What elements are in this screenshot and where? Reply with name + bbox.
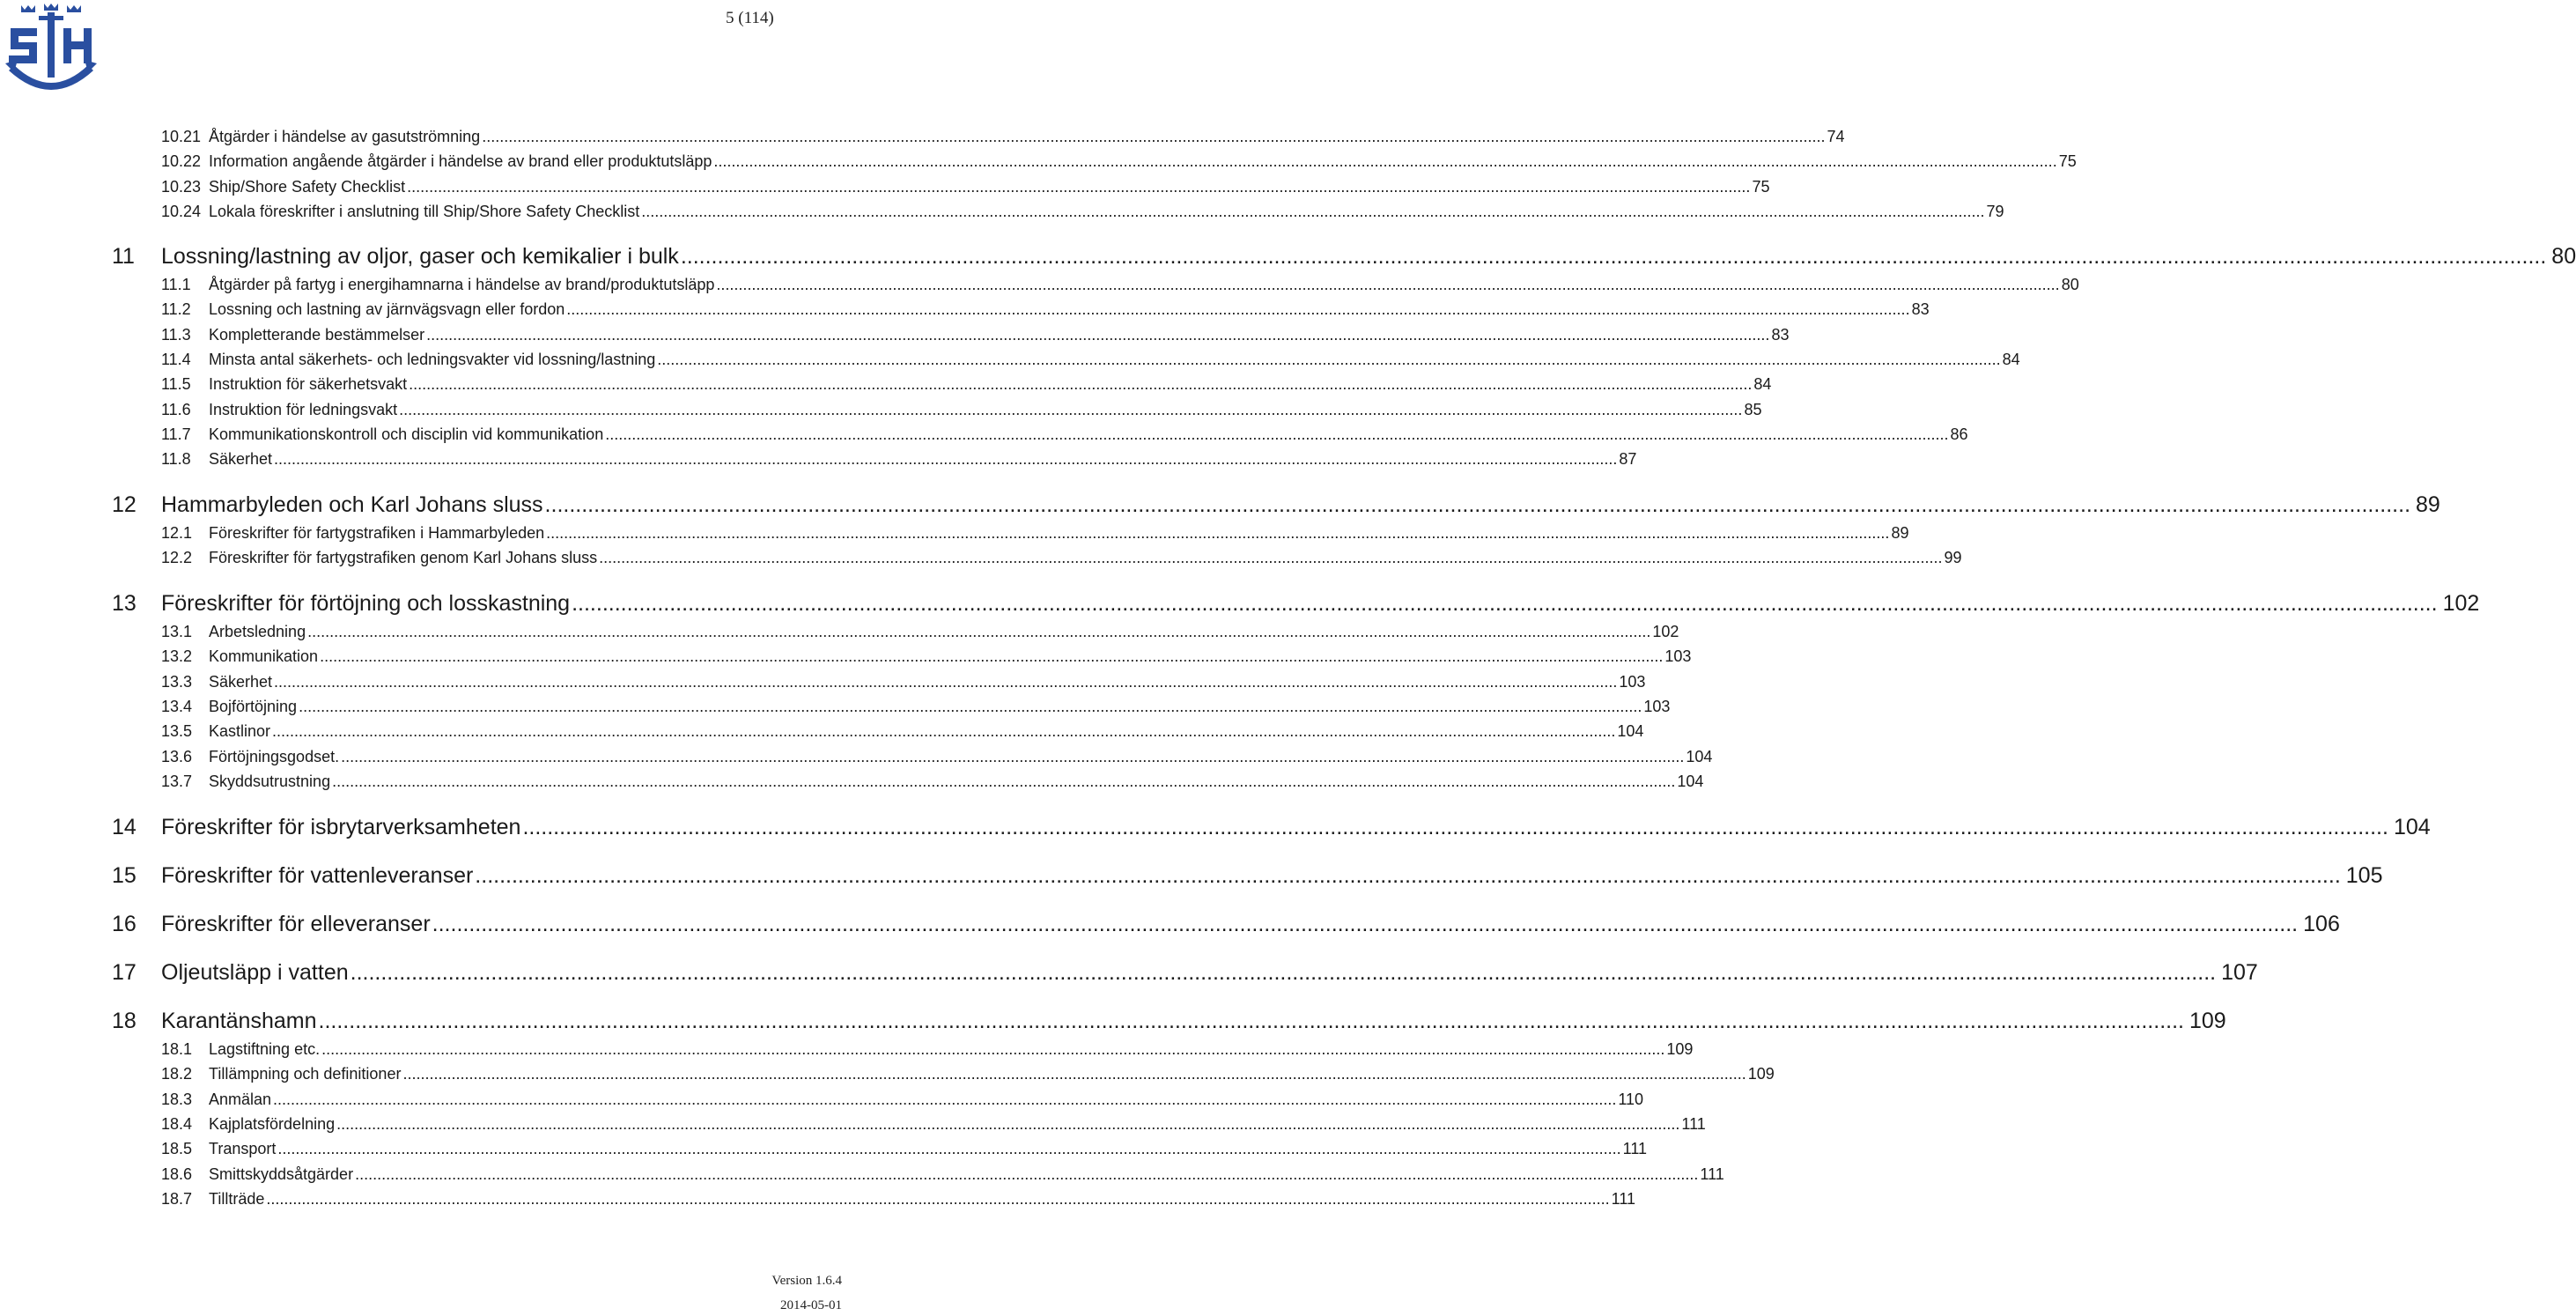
toc-title: Säkerhet	[209, 673, 273, 691]
toc-page: 74	[1827, 128, 1845, 145]
toc-number: 11.6	[161, 401, 191, 418]
toc-entry[interactable]	[161, 203, 2004, 224]
toc-title: Föreskrifter för elleveranser	[161, 912, 431, 936]
toc-number: 13.4	[161, 698, 193, 715]
toc-number: 18.3	[161, 1091, 193, 1108]
toc-leader: .................................................................................................................................................................................................................................................................................................................	[641, 203, 1985, 220]
toc-entry[interactable]	[161, 698, 1671, 719]
toc-number: 15	[112, 863, 137, 888]
toc-leader: .................................................................................................................................................................................................................................................................................................................	[273, 1091, 1617, 1108]
toc-page: 105	[2345, 863, 2383, 888]
toc-number: 11.3	[161, 326, 191, 344]
toc-leader: .................................................................................................................................................................................................................................................................................................................	[320, 647, 1664, 665]
toc-entry[interactable]	[161, 326, 1790, 347]
toc-number: 16	[112, 912, 137, 936]
toc-entry[interactable]	[161, 401, 1762, 422]
toc-entry[interactable]	[161, 276, 2079, 297]
toc-entry[interactable]	[161, 748, 1713, 769]
toc-page: 110	[1618, 1091, 1644, 1108]
toc-number: 13.3	[161, 673, 193, 691]
toc-title: Kastlinor	[209, 722, 271, 740]
toc-page: 111	[1622, 1140, 1648, 1157]
toc-entry[interactable]	[161, 722, 1644, 743]
toc-entry[interactable]	[161, 623, 1679, 644]
toc-number: 11.1	[161, 276, 191, 293]
toc-entry[interactable]	[161, 1040, 1694, 1061]
toc-entry[interactable]	[161, 1165, 1724, 1187]
toc-leader: .................................................................................................................................................................................................................................................................................................................	[407, 178, 1751, 196]
toc-entry[interactable]	[161, 673, 1646, 694]
toc-title: Åtgärder i händelse av gasutströmning	[209, 128, 481, 145]
toc-page: 109	[1747, 1065, 1775, 1083]
toc-title: Kompletterande bestämmelser	[209, 326, 425, 344]
toc-leader: .................................................................................................................................................................................................................................................................................................................	[680, 244, 2547, 269]
toc-page: 109	[1666, 1040, 1694, 1058]
toc-page: 87	[1619, 450, 1637, 468]
toc-page: 102	[2442, 591, 2480, 616]
toc-number: 18.1	[161, 1040, 193, 1058]
toc-number: 18.6	[161, 1165, 193, 1183]
toc-page: 103	[1643, 698, 1671, 715]
toc-page: 109	[2189, 1009, 2226, 1033]
toc-title: Åtgärder på fartyg i energihamnarna i händelse av brand/produktutsläpp	[209, 276, 715, 293]
toc-number: 18.7	[161, 1190, 193, 1208]
toc-title: Föreskrifter för vattenleveranser	[161, 863, 474, 888]
toc-page: 104	[2393, 815, 2431, 839]
toc-leader: .................................................................................................................................................................................................................................................................................................................	[321, 1040, 1665, 1058]
toc-number: 13.7	[161, 773, 193, 790]
toc-page: 85	[1744, 401, 1762, 418]
toc-leader: .................................................................................................................................................................................................................................................................................................................	[716, 276, 2060, 293]
toc-page: 75	[1752, 178, 1770, 196]
toc-title: Lossning och lastning av järnvägsvagn eller fordon	[209, 300, 565, 318]
toc-page: 80	[2061, 276, 2079, 293]
toc-number: 11.4	[161, 351, 191, 368]
toc-entry[interactable]	[161, 1115, 1706, 1136]
toc-title: Säkerhet	[209, 450, 273, 468]
toc-leader: .................................................................................................................................................................................................................................................................................................................	[266, 1190, 1610, 1208]
toc-number: 13.5	[161, 722, 193, 740]
toc-entry[interactable]	[161, 1091, 1644, 1112]
toc-page: 75	[2058, 152, 2077, 170]
toc-title: Hammarbyleden och Karl Johans sluss	[161, 492, 543, 517]
toc-page: 80	[2551, 244, 2576, 269]
toc-leader: .................................................................................................................................................................................................................................................................................................................	[274, 673, 1618, 691]
toc-chapter[interactable]	[112, 912, 2340, 942]
toc-leader: .................................................................................................................................................................................................................................................................................................................	[482, 128, 1826, 145]
toc-number: 12.1	[161, 524, 193, 542]
toc-number: 18.2	[161, 1065, 193, 1083]
document-version: Version 1.6.4	[771, 1274, 842, 1288]
toc-page: 79	[1986, 203, 2004, 220]
toc-number: 10.22	[161, 152, 202, 170]
toc-number: 11.5	[161, 375, 191, 393]
toc-leader: .................................................................................................................................................................................................................................................................................................................	[475, 863, 2341, 888]
toc-leader: .................................................................................................................................................................................................................................................................................................................	[522, 815, 2388, 839]
toc-leader: .................................................................................................................................................................................................................................................................................................................	[274, 450, 1618, 468]
toc-number: 14	[112, 815, 137, 839]
toc-page: 103	[1664, 647, 1692, 665]
toc-leader: .................................................................................................................................................................................................................................................................................................................	[336, 1115, 1680, 1133]
page-number: 5 (114)	[726, 9, 774, 27]
toc-leader: .................................................................................................................................................................................................................................................................................................................	[426, 326, 1770, 344]
toc-entry[interactable]	[161, 1065, 1775, 1086]
toc-entry[interactable]	[161, 773, 1704, 794]
toc-leader: .................................................................................................................................................................................................................................................................................................................	[277, 1140, 1621, 1157]
toc-leader: .................................................................................................................................................................................................................................................................................................................	[409, 375, 1753, 393]
toc-leader: .................................................................................................................................................................................................................................................................................................................	[299, 698, 1642, 715]
toc-title: Minsta antal säkerhets- och ledningsvakter vid lossning/lastning	[209, 351, 656, 368]
toc-entry[interactable]	[161, 450, 1637, 471]
toc-page: 83	[1911, 300, 1930, 318]
toc-page: 89	[1891, 524, 1909, 542]
toc-entry[interactable]	[161, 549, 1962, 570]
toc-number: 11.7	[161, 425, 191, 443]
toc-title: Karantänshamn	[161, 1009, 317, 1033]
toc-leader: .................................................................................................................................................................................................................................................................................................................	[350, 960, 2217, 985]
toc-page: 104	[1677, 773, 1704, 790]
toc-title: Kommunikation	[209, 647, 319, 665]
toc-page: 104	[1617, 722, 1644, 740]
toc-number: 18	[112, 1009, 137, 1033]
toc-number: 11.2	[161, 300, 191, 318]
toc-entry[interactable]	[161, 351, 2020, 372]
toc-entry[interactable]	[161, 152, 2077, 174]
toc-title: Förtöjningsgodset.	[209, 748, 340, 765]
toc-leader: .................................................................................................................................................................................................................................................................................................................	[546, 524, 1890, 542]
toc-entry[interactable]	[161, 1190, 1636, 1211]
toc-title: Anmälan	[209, 1091, 272, 1108]
toc-number: 10.23	[161, 178, 202, 196]
toc-chapter[interactable]	[112, 863, 2383, 893]
toc-title: Smittskyddsåtgärder	[209, 1165, 354, 1183]
toc-title: Kommunikationskontroll och disciplin vid kommunikation	[209, 425, 604, 443]
toc-entry[interactable]	[161, 1140, 1648, 1161]
toc-page: 99	[1944, 549, 1962, 566]
toc-title: Tillträde	[209, 1190, 265, 1208]
toc-number: 13.2	[161, 647, 193, 665]
toc-number: 13.1	[161, 623, 193, 640]
toc-number: 18.5	[161, 1140, 193, 1157]
toc-title: Transport	[209, 1140, 277, 1157]
toc-page: 83	[1771, 326, 1790, 344]
toc-page: 103	[1619, 673, 1646, 691]
toc-entry[interactable]	[161, 524, 1909, 545]
toc-leader: .................................................................................................................................................................................................................................................................................................................	[341, 748, 1685, 765]
toc-entry[interactable]	[161, 178, 1770, 199]
toc-page: 111	[1611, 1190, 1636, 1208]
toc-page: 89	[2416, 492, 2440, 517]
toc-title: Oljeutsläpp i vatten	[161, 960, 349, 985]
document-date: 2014-05-01	[780, 1298, 842, 1312]
toc-number: 18.4	[161, 1115, 193, 1133]
toc-title: Arbetsledning	[209, 623, 306, 640]
toc-leader: .................................................................................................................................................................................................................................................................................................................	[332, 773, 1676, 790]
toc-number: 11	[112, 244, 135, 269]
toc-page: 106	[2303, 912, 2340, 936]
toc-number: 17	[112, 960, 137, 985]
toc-number: 10.21	[161, 128, 202, 145]
toc-leader: .................................................................................................................................................................................................................................................................................................................	[432, 912, 2299, 936]
toc-entry[interactable]	[161, 128, 1845, 149]
toc-entry[interactable]	[161, 300, 1930, 322]
toc-page: 104	[1686, 748, 1713, 765]
toc-title: Föreskrifter för förtöjning och losskastning	[161, 591, 571, 616]
toc-leader: .................................................................................................................................................................................................................................................................................................................	[402, 1065, 1746, 1083]
toc-title: Föreskrifter för fartygstrafiken i Hammarbyleden	[209, 524, 545, 542]
toc-page: 111	[1681, 1115, 1706, 1133]
toc-page: 107	[2221, 960, 2258, 985]
toc-leader: .................................................................................................................................................................................................................................................................................................................	[599, 549, 1943, 566]
toc-chapter[interactable]	[112, 960, 2258, 990]
toc-title: Kajplatsfördelning	[209, 1115, 336, 1133]
toc-leader: .................................................................................................................................................................................................................................................................................................................	[713, 152, 2057, 170]
toc-title: Ship/Shore Safety Checklist	[209, 178, 406, 196]
toc-title: Information angående åtgärder i händelse av brand eller produktutsläpp	[209, 152, 712, 170]
toc-chapter[interactable]	[112, 815, 2431, 845]
toc-title: Instruktion för säkerhetsvakt	[209, 375, 408, 393]
toc-entry[interactable]	[161, 647, 1692, 669]
toc-chapter[interactable]	[112, 591, 2480, 621]
toc-title: Tillämpning och definitioner	[209, 1065, 402, 1083]
toc-number: 12.2	[161, 549, 193, 566]
toc-entry[interactable]	[161, 425, 1968, 447]
toc-title: Bojförtöjning	[209, 698, 298, 715]
toc-leader: .................................................................................................................................................................................................................................................................................................................	[307, 623, 1651, 640]
toc-page: 111	[1700, 1165, 1724, 1183]
toc-page: 102	[1652, 623, 1679, 640]
toc-chapter[interactable]	[112, 244, 2576, 274]
toc-chapter[interactable]	[112, 492, 2440, 522]
toc-title: Lossning/lastning av oljor, gaser och kemikalier i bulk	[161, 244, 679, 269]
toc-number: 13	[112, 591, 137, 616]
toc-number: 11.8	[161, 450, 191, 468]
toc-leader: .................................................................................................................................................................................................................................................................................................................	[605, 425, 1949, 443]
toc-title: Lokala föreskrifter i anslutning till Ship/Shore Safety Checklist	[209, 203, 640, 220]
toc-page: 84	[2002, 351, 2020, 368]
toc-title: Instruktion för ledningsvakt	[209, 401, 398, 418]
toc-number: 12	[112, 492, 137, 517]
toc-leader: .................................................................................................................................................................................................................................................................................................................	[572, 591, 2438, 616]
toc-title: Skyddsutrustning	[209, 773, 331, 790]
toc-title: Lagstiftning etc.	[209, 1040, 321, 1058]
toc-chapter[interactable]	[112, 1009, 2226, 1039]
toc-leader: .................................................................................................................................................................................................................................................................................................................	[318, 1009, 2184, 1033]
toc-number: 10.24	[161, 203, 202, 220]
toc-page: 86	[1950, 425, 1968, 443]
toc-title: Föreskrifter för isbrytarverksamheten	[161, 815, 521, 839]
toc-leader: .................................................................................................................................................................................................................................................................................................................	[272, 722, 1616, 740]
toc-page: 84	[1753, 375, 1772, 393]
toc-leader: .................................................................................................................................................................................................................................................................................................................	[657, 351, 2001, 368]
toc-number: 13.6	[161, 748, 193, 765]
toc-title: Föreskrifter för fartygstrafiken genom Karl Johans sluss	[209, 549, 598, 566]
toc-leader: .................................................................................................................................................................................................................................................................................................................	[355, 1165, 1699, 1183]
toc-leader: .................................................................................................................................................................................................................................................................................................................	[544, 492, 2411, 517]
toc-leader: .................................................................................................................................................................................................................................................................................................................	[399, 401, 1743, 418]
toc-entry[interactable]	[161, 375, 1772, 396]
toc-leader: .................................................................................................................................................................................................................................................................................................................	[566, 300, 1910, 318]
